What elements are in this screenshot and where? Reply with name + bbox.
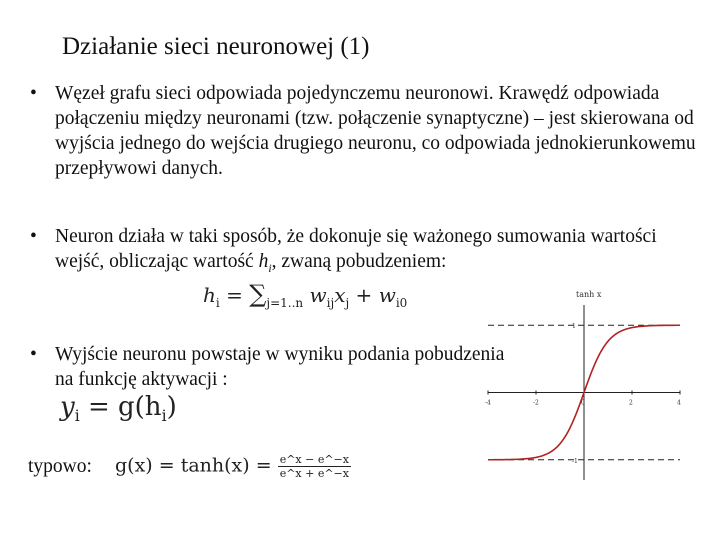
bullet-marker: •: [30, 344, 37, 365]
x-tick-label: 4: [677, 399, 681, 407]
sum-symbol: ∑: [249, 280, 267, 308]
eq-lhs: h: [203, 283, 216, 307]
h-subscript: i: [268, 261, 272, 275]
bullet-text: [55, 224, 705, 281]
weight-symbol: w: [303, 283, 327, 307]
x-tick-label: -4: [485, 399, 491, 407]
output-equation: [60, 392, 177, 425]
x-tick-label: 0: [581, 399, 585, 407]
bullet-text: Wyjście neuronu powstaje w wyniku podania pobudzenia na funkcję aktywacji :: [55, 344, 505, 390]
bullet-marker: •: [30, 226, 37, 247]
bullet-marker: •: [30, 83, 37, 104]
slide-title: Działanie sieci neuronowej (1): [62, 33, 370, 60]
typically-label: typowo:: [28, 456, 92, 477]
output-close: ): [166, 392, 177, 422]
tanh-fraction: [278, 453, 351, 480]
plus-sign: +: [349, 283, 379, 307]
bullet-text-before: Neuron działa w taki sposób, że dokonuje się ważonego sumowania wartości wejść, obliczając wartość: [55, 226, 657, 272]
y-tick-label: 1: [572, 323, 576, 331]
x-tick-label: 2: [629, 399, 633, 407]
sum-range: j=1..n: [266, 296, 304, 310]
input-symbol: x: [334, 283, 346, 307]
tanh-equation: [115, 453, 351, 480]
output-rhs-sub: i: [161, 407, 167, 426]
output-lhs: y: [60, 392, 75, 422]
h-variable: h: [258, 251, 269, 272]
eq-sign: =: [219, 283, 250, 307]
eq-lhs-sub: i: [215, 296, 220, 310]
input-sub: j: [345, 296, 350, 310]
tanh-lhs: g(x) = tanh(x) =: [115, 454, 278, 477]
bias-sub: i0: [395, 296, 408, 310]
tanh-denominator: e^x + e^−x: [279, 467, 349, 480]
chart-title: tanh x: [576, 290, 602, 299]
output-rhs: = g(h: [79, 392, 162, 422]
x-tick-label: -2: [533, 399, 539, 407]
bullet-text-after: , zwaną pobudzeniem:: [271, 251, 447, 272]
y-tick-label: -1: [572, 457, 578, 465]
bias-symbol: w: [378, 283, 396, 307]
output-lhs-sub: i: [74, 407, 80, 426]
tanh-numerator: e^x − e^−x: [279, 453, 349, 466]
weight-sub: ij: [326, 296, 335, 310]
activation-sum-equation: [203, 280, 407, 310]
bullet-text: Węzeł grafu sieci odpowiada pojedynczemu neuronowi. Krawędź odpowiada połączeniu między neuronami (tzw. połączenie synaptyczne) – jest skierowana od wyjścia jednego do wejścia drugiego neuronu, co odpowiada jednokierunkowemu przepływowi danych.: [55, 83, 696, 179]
tanh-chart: [480, 285, 690, 485]
